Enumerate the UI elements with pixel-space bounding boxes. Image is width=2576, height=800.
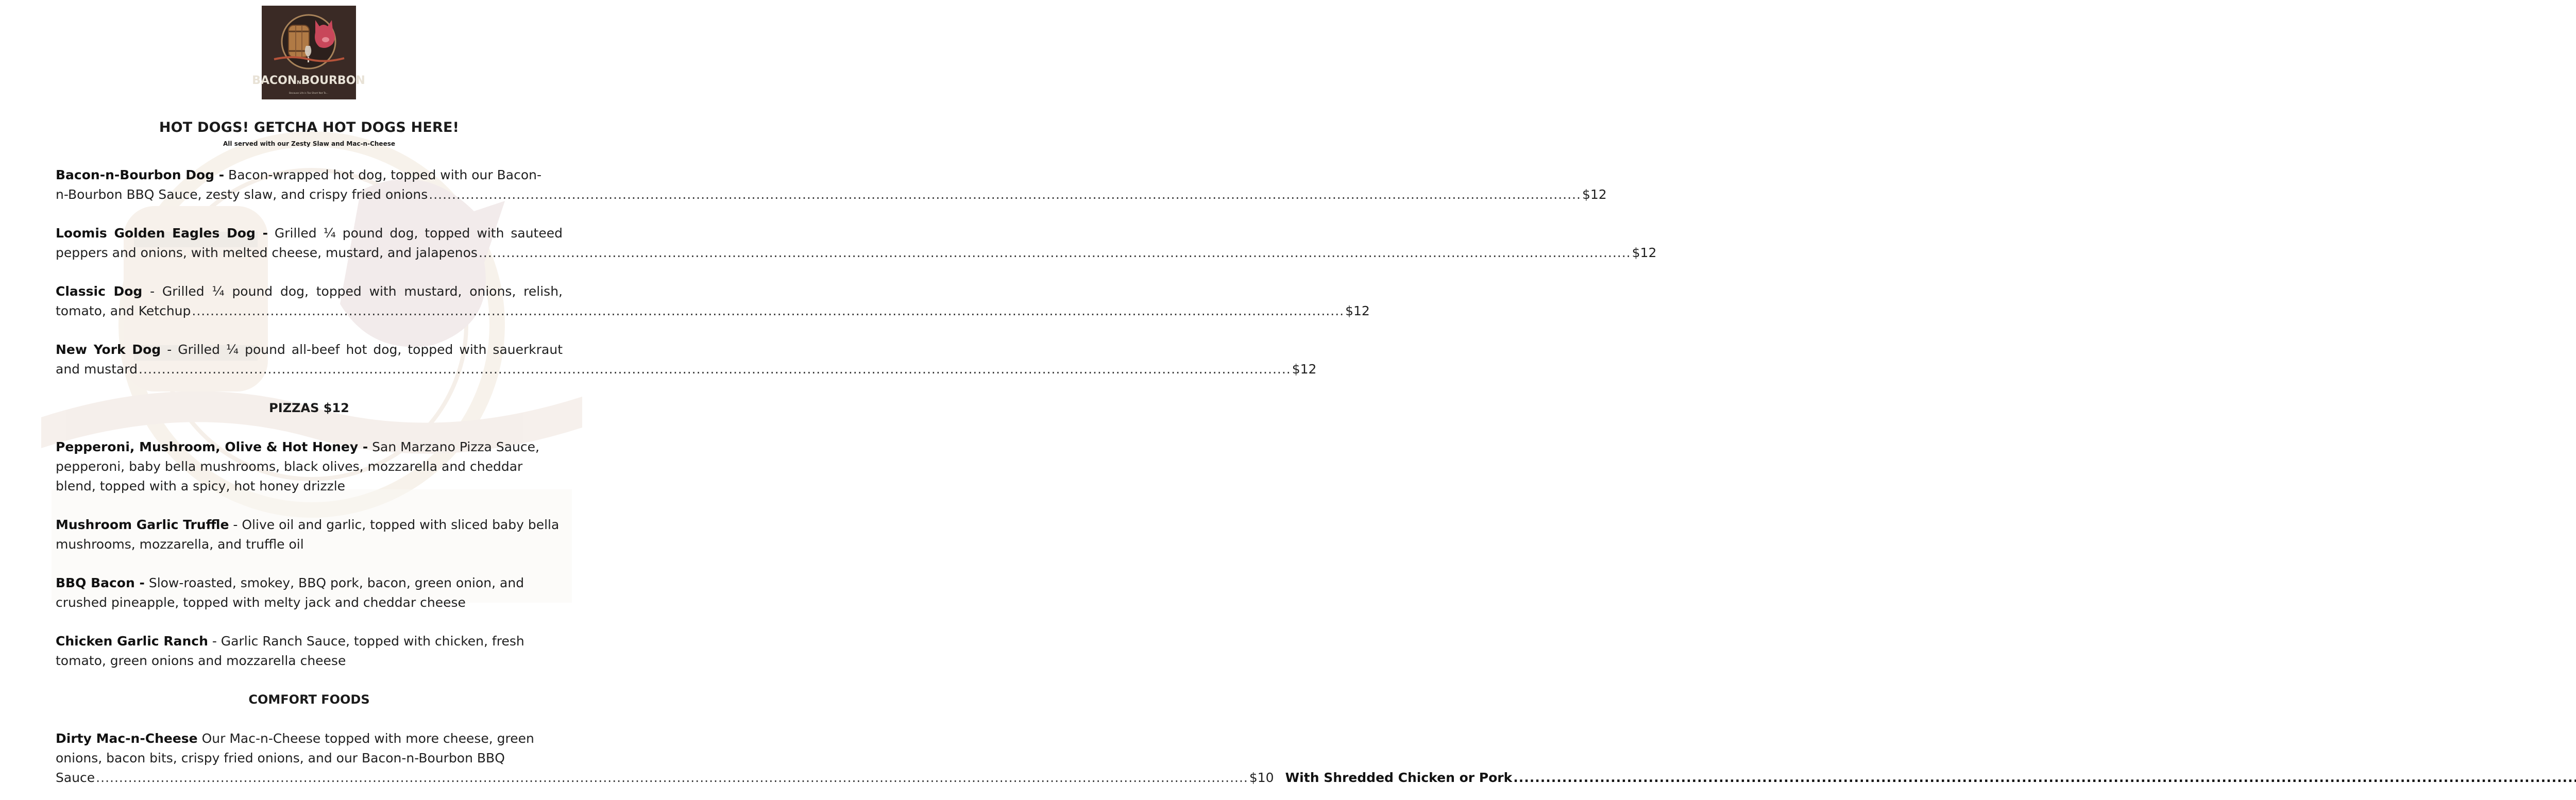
dot-leader [1513,768,2576,788]
item-desc: Grilled ¼ pound dog, topped with sauteed [267,226,563,241]
dot-leader [139,360,1291,379]
hot-dogs-subtitle: All served with our Zesty Slaw and Mac-n-Cheese [223,140,395,147]
item-desc: Our Mac-n-Cheese topped with more cheese, green onions, bacon bits, crispy fried onions, and our Bacon-n-Bourbon BBQ [56,731,534,765]
item-desc: Slow-roasted, smokey, BBQ pork, bacon, green onion, and crushed pineapple, topped with melty jack and cheddar cheese [56,575,524,610]
item-price: $12 [1632,245,1657,260]
logo-brand-text: BACONNBOURBON [252,74,365,87]
dot-leader [429,185,1581,205]
item-desc: Bacon-wrapped hot dog, topped with our Bacon- [224,167,541,182]
item-desc: and mustard [56,362,138,377]
item-price: $12 [1582,187,1607,202]
dot-leader [96,768,1248,788]
menu-item [56,515,563,554]
logo-tagline: Because Life is Too Short Not To... [289,92,328,95]
item-name: Classic Dog [56,284,143,299]
item-name: BBQ Bacon - [56,575,145,590]
item-desc: - Grilled ¼ pound dog, topped with mustard, onions, relish, [142,284,563,299]
item-desc: - Olive oil and garlic, topped with sliced baby bella mushrooms, mozzarella, and truffle oil [56,517,560,552]
dot-leader [192,301,1344,321]
menu-item [56,340,1317,379]
pizzas-heading: PIZZAS $12 [269,401,349,415]
item-desc: Sauce [56,770,95,785]
item-name: Chicken Garlic Ranch [56,634,208,649]
item-addon: With Shredded Chicken or Pork [1285,770,1513,785]
item-price: $12 [1292,362,1317,377]
item-name: Dirty Mac-n-Cheese [56,731,198,746]
background-watermark-logo [31,129,592,634]
item-price: $10 [1249,770,1274,785]
menu-item [56,437,563,496]
menu-item [56,573,563,612]
item-name: Bacon-n-Bourbon Dog - [56,167,225,182]
item-name: New York Dog [56,342,161,357]
item-desc: peppers and onions, with melted cheese, mustard, and jalapenos [56,245,478,260]
hot-dogs-heading: HOT DOGS! GETCHA HOT DOGS HERE! [159,120,460,135]
brand-logo [252,6,365,99]
item-desc: - Grilled ¼ pound all-beef hot dog, topped with sauerkraut [161,342,563,357]
item-price: $12 [1345,303,1370,318]
item-name: Loomis Golden Eagles Dog - [56,226,268,241]
menu-item [56,282,1370,321]
item-desc: n-Bourbon BBQ Sauce, zesty slaw, and crispy fried onions [56,187,428,202]
menu-item [56,165,1607,205]
dot-leader [479,243,1631,263]
comfort-foods-heading: COMFORT FOODS [248,692,370,707]
item-desc: - Garlic Ranch Sauce, topped with chicken, fresh tomato, green onions and mozzarella cheese [56,634,524,668]
menu-item [56,224,1657,263]
item-desc: tomato, and Ketchup [56,303,191,318]
menu-item [56,632,563,671]
item-desc: San Marzano Pizza Sauce, pepperoni, baby bella mushrooms, black olives, mozzarella and cheddar blend, topped with a spicy, hot honey drizzle [56,439,539,493]
menu-item [56,729,1513,788]
item-name: Pepperoni, Mushroom, Olive & Hot Honey - [56,439,368,454]
item-name: Mushroom Garlic Truffle [56,517,229,532]
